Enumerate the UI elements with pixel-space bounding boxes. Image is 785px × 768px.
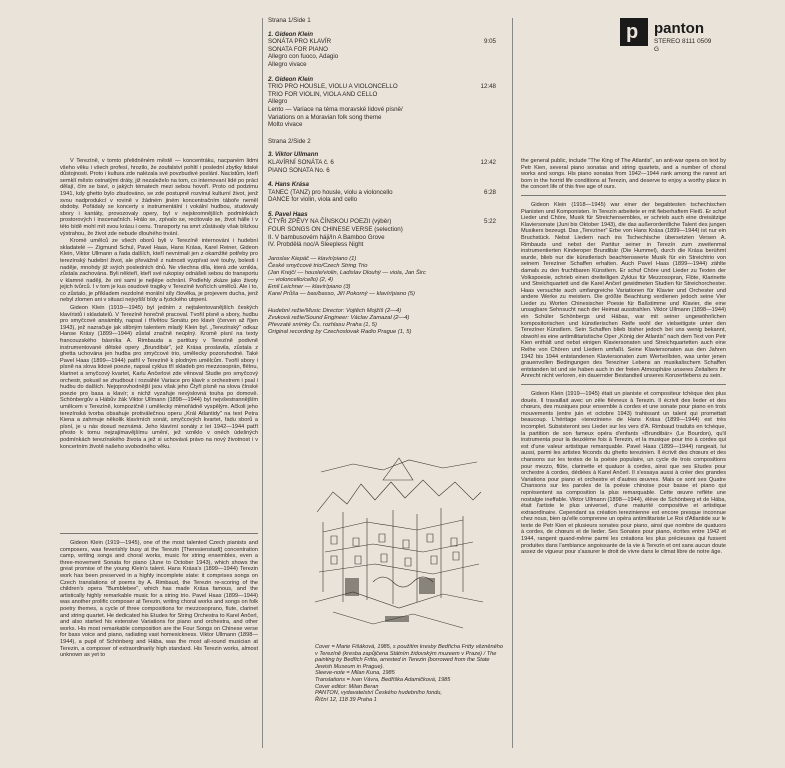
brand-name: panton	[654, 20, 704, 37]
track-title-line: KLAVÍRNÍ SONÁTA č. 6 12:42	[268, 158, 496, 166]
column-divider-right	[512, 18, 513, 748]
track-title-line: SONATA FOR PIANO	[268, 45, 328, 53]
production-line: Zvuková režie/Sound Engineer: Václav Zamazal (2—4)	[268, 314, 410, 321]
track-title-line: FOUR SONGS ON CHINESE VERSE (selection)	[268, 226, 403, 234]
performer-line: Emil Leichner — klavír/piano (3)	[268, 283, 351, 290]
caption-line: Říční 12, 118 39 Praha 1	[315, 696, 377, 703]
panton-logo	[620, 18, 730, 58]
track-duration: 12:48	[480, 83, 496, 91]
french-notes: Gideon Klein (1919—1945) était un pianiste et compositeur tchèque des plus doués. Il travaillait avec un zèle fiévreux à Terezin. Il écrivit des lieder et des chœurs, des musiques pour ensemble à cordes et une sonate pour piano en trois mouvements (entre juin et octobre 1943) trahissant un talent qui promettait beaucoup. L'héritage «terezinien» de Hans Krása (1899—1944) est très incomplet. Subsisteront ses Lieder sur les vers d'A. Rimbaud traduits en tchèque, la partition de son fameux opéra d'enfants «Brundibár» (Le Bourdon), qu'il instrumenta pour la deuxième fois à Terezin, et la musique pour trio à cordes qui est d'une valeur artistique remarquable. Pavel Haas (1899—1944) rangeait, lui aussi, parmi les artistes féconds du ghetto terezinien. Il écrivit des chœurs et des chansons sur les textes de la poésie populaire, un cycle de trois compositions pour mezzo, flûte, clarinette et quatuor à cordes, ainsi que ses Etudes pour orchestre à cordes, dédiées à Karel Ančerl. Il s'essaya aussi à créer des grandes Variations pour piano et orchestre et d'autres œuvres. Mais ce sont ses Quatre Chansons sur les paroles de la poésie chinoise pour basse et piano qui représentent sa composition la plus remarquable. Cette œuvre reflète une nostalgie ineffable. Viktor Ullmann (1898—1944), élève de Schönberg et de Hába, était l'artiste le plus universel, d'une maturité compositive et artistique extraordinaire. Cependant sa création terezinienne est encore presque inconnue chez nous, bien qu'elle comprenne un opéra antimilitariste Le Roi d'Atlantide sur le texte de Petr Kien et plusieurs sonates pour piano, ainsi que nombre de quatuors à cordes, de chœurs et de lieder. Ses Sonates pour piano, écrites entre 1942 et 1944, rangent quand-même parmi les créations les plus précieuses qui fussent produites dans l'ambiance angoissante de la vie à Terezín et ont sans aucun doute assez de vigueur pour s'assurer le droit de vivre dans le climat libre de notre âge.	[521, 391, 726, 556]
track-title-line: Allegro con fuoco, Adagio	[268, 53, 339, 61]
english-paragraph-1: Gideon Klein (1919—1945), one of the most talented Czech pianists and composers, was feverishly busy at the Terezin [Theresienstadt] concentration camp, writing songs and choral works, music for string ensembles, even a three-movement Sonata for piano (June to October 1943), which shows the great promise of the young Klein's talent. Hans Krása's (1899—1944) Terezin work has been preserved in a highly incomplete state: it comprises songs on Czech translations of poems by A. Rimbaud, the Terezin re-scoring of the children's opera "Bumblebee", which has made Krása famous, and the artistically highly remarkable music for a string trio. Pavel Haas (1899—1944) was another prolific composer at Terezin, writing choral works and songs on folk poetry themes, a cycle of three compositions for mezzosoprano, flute, clarinet and string quartet. He dedicated his Etudes for String Orchestra to Karel Ančerl, and also started his extensive Variations for piano and orchestra, and other works. His most remarkable composition are the Four Songs on Chinese verse for bass voice and piano, radiating vast homesickness. Viktor Ullmann (1898—1944), a pupil of Schönberg and Hába, was the most all-round musician at Terezin, a composer of extraordinarily high standard. His Terezin works, almost unknown as yet to	[60, 540, 258, 659]
track-composer: 5. Pavel Haas	[268, 210, 308, 218]
grade-mark: G	[654, 46, 659, 53]
caption-line: PANTON, vydavatelství Českého hudebního fondu,	[315, 690, 442, 697]
track-title-line: Molto vivace	[268, 121, 303, 129]
production-credits	[268, 308, 496, 336]
track-title-line: SONÁTA PRO KLAVÍR 9:05	[268, 38, 496, 46]
track-entry	[268, 181, 496, 204]
track-title-line: TRIO PRO HOUSLE, VIOLU A VIOLONCELLO 12:48	[268, 83, 496, 91]
multilingual-notes	[521, 158, 726, 557]
track-entry	[268, 211, 496, 249]
panton-logo-mark: p	[620, 18, 648, 46]
french-notes-section	[521, 384, 726, 556]
track-title-line: Lento — Variace na téma moravské lidové písně/	[268, 105, 403, 113]
track-duration: 6:28	[483, 188, 496, 196]
catalog-number: STEREO 8111 0509	[654, 38, 712, 45]
caption-line: Cover = Marie Fišáková, 1985, s použitím kresby Bedřicha Fritty vězněného v Terezíně (kresba zapůjčena Státním židovským muzeem v Praze) / The painting by Bedřich Fritta, arrested in Terezin (borrowed from the State Jewish Museum in Prague).	[315, 644, 503, 670]
production-line: Original recording by Czechoslovak Radio Prague (1, 5)	[268, 328, 412, 335]
track-title-line: ČTYŘI ZPĚVY NA ČÍNSKOU POEZII (výběr) 5:22	[268, 218, 496, 226]
track-duration: 5:22	[483, 218, 496, 226]
track-composer: 4. Hans Krása	[268, 181, 309, 189]
performer-line: Jaroslav Kiepáč — klavír/piano (1)	[268, 255, 357, 262]
side-2-tracks	[268, 151, 496, 249]
performer-line: — violoncello/cello) (2, 4)	[268, 276, 334, 283]
czech-notes	[60, 158, 258, 451]
track-title-line: II. V bambusovém háji/In A Bamboo Grove	[268, 233, 385, 241]
caption-line: Translations = Ivan Vávra, Bedřiška Adamičková, 1985	[315, 676, 451, 683]
czech-paragraph-1: V Terezíně, v tomto přelidněném městě — koncentráku, nacpaném lidmi všeho věku i všech profesí, hrozilo, že zoufalství pohltí i poslední zbytky lidské důstojnosti. Proto i kultura zde nalézala své povzbudivé poslání. Nacistům, kteří semklí město ostnatými dráty, již nezaleželo na tom, co internovaní lidé po práci dělají, čím se baví, o jakých tématech mezi sebou hovoří. Proto od podzimu 1941, kdy ghetto bylo zbudováno, se zde postupně rozvinul kulturní život, jenž svou nadprodukcí v rovině v žádném jiném koncentračním táboře neměl obdoby. Pořádaly se koncerty s instrumentální i vokální hudbou, studovaly sbory i kantáty, provozovaly opery, byl v nejskromnějších podmínkách prostorových i inscenačních. Hrálo se, zpívalo se, recitovalo se, život hálle i v této bídě mohl mít svou krásu i cenu. Transporty na smrt zůstávaly však blízkou výstrahou, že život zde nebude dlouhého trvání.	[60, 158, 258, 237]
track-duration: 9:05	[483, 38, 496, 46]
track-composer: 2. Gideon Klein	[268, 75, 314, 83]
caption-line: Sleeve-note = Milan Kuna, 1985	[315, 670, 395, 677]
track-title-line: PIANO SONATA No. 6	[268, 166, 330, 174]
performer-line: České smyčcové trio/Czech String Trio	[268, 262, 368, 269]
track-entry	[268, 31, 496, 69]
performer-line: (Jan Krejčí — housle/violin, Ladislav Dlouhý — viola, Jan Širc	[268, 269, 426, 276]
track-duration: 12:42	[480, 158, 496, 166]
side-1-tracks	[268, 31, 496, 129]
german-notes: Gideon Klein (1918—1945) war einer der begabtesten tschechischen Pianisten und Komponisten. In Terezín arbeitete er mit fieberhaftem Fleiß. Er schuf Lieder und Chöre, Musik für Streichensembles, er schrieb auch eine dreisätzige Klaviersonate (Juni bis Oktober 1943), die das außerordentliche Talent des jungen Musikers bezeugt. Das „Terezíner" Erbe von Hans Krása (1899—1944) ist nur ein Bruchstück. Nebst Liedern nach ins Tschechische übersetzten Versen A. Rimbauds und nebst der Partitur seiner in Terezín zum zweitenmal instrumentierten Kinderoper Brundibár (Die Hummel), durch die Krása berühmt wurde, blieb nur die künstlerisch beachtenswerte Musik für ein Streichtrio von seinem Terezíner Schaffen erhalten. Auch Pavel Haas (1899—1944) zählte damals zu den fruchtbaren Künstlern. Er schuf Chöre und Lieder zu Texten der Volkspoesie, schrieb einen dreiteiligen Zyklus für Mezzosopran, Flöte, Klarinette und Streichquartett und die Karel Ančerl gewidmeten Studien für Streichorchester. Haas versuchte auch umfangreiche Variationen für Klavier und Orchester und andere Werke zu meistern. Die größte Beachtung verdienen jedoch seine Vier Lieder zu Worten Chinesischer Poesie für Baßstimme und Klavier, die eine unsagbare Sehnsucht nach der Heimat ausstrahlen. Viktor Ullmann (1898—1944) ein Schüler Schönbergs und Hábas, war mit seiner ungewöhnlichen kompositorischen und künstlerischen Reife wohl der vielseitigste unter den Terezíner Künstlern. Sein Schaffen blieb bisher jedoch bei uns wenig bekannt, obwohl es eine antimilitaristische Oper „König der Atlantis" nach dem Text von Petr Kien enthält und nebst einigen Klaviersonaten und Streichquartetten auch eine Reihe von Chören und Liedern umfaßt. Seine Klaviersonaten aus den Jahren 1942 bis 1944 entstandenen Klaviersonaten zum Wertvollsten, was unter jenen grauenvollen Bedingungen des Terezíner Lebens an musikalischem Schaffen entstanden ist und sie haben auch in der freien Atmosphäre unseres Zeitalters ihr Anrecht nicht verloren, ein dauernder Bestandteil unseres Konzertlebens zu sein.	[521, 201, 726, 380]
track-entry	[268, 76, 496, 129]
side-2-title: Strana 2/Side 2	[268, 137, 311, 145]
track-title-line: DANCE for violin, viola and cello	[268, 196, 358, 204]
side-1-title: Strana 1/Side 1	[268, 17, 311, 24]
track-composer: 3. Viktor Ullmann	[268, 151, 319, 159]
track-title-line: Variations on a Moravian folk song theme	[268, 113, 382, 121]
cover-credits-caption	[315, 644, 503, 703]
production-line: Hudební režie/Music Director: Vojtěch Mojžíš (2—4)	[268, 307, 402, 314]
performers-list	[268, 256, 496, 298]
track-title-line: TRIO FOR VIOLIN, VIOLA AND CELLO	[268, 90, 378, 98]
english-notes	[60, 533, 258, 660]
performer-line: Karel Průša — bas/basso, Jiří Pokorný — klavír/piano (5)	[268, 290, 415, 297]
column-divider-left	[262, 18, 263, 748]
track-title-line: TANEC (TANZ) pro housle, violu a violoncello 6:28	[268, 188, 496, 196]
caption-line: Cover editor: Milan Beran	[315, 683, 379, 690]
terezin-drawing-illustration	[313, 452, 485, 637]
track-composer: 1. Gideon Klein	[268, 30, 314, 38]
production-line: Převzaté snímky Čs. rozhlasu Praha (1, 5)	[268, 321, 377, 328]
czech-paragraph-2: Kromě umělců ze všech oborů byli v Terezíně internováni i hudební skladatelé — Zigmund Schul, Pavel Haas, Hans Krása, Karel Reiner, Gideon Klein, Viktor Ullmann a řada dalších, kteří nevnímali jen z okamžité potřeby pro terezínský hudební život, ale převážně z nutnosti vyzpívat své touhy, bolesti i naděje, mnohdy již svých posledních dnů. Ne všechna díla, která zde vznikla, zůstala zachována. Byli někteří, kteří své rukopisy odnášeli sebou do transportu v klamné naději, že oni sami je nejlépe ochrání. Podlehly zkáze jako životy jejich tvůrců. I v tom je kus osudové tragiky v Terezíně tvořících umělců. Ale i to, co zůstalo, je příkladem nezdolné morální síly člověka, je projevem ducha, jenž nebyl zlomen ani v situaci nejvyšší bídy a fyzického utrpení.	[60, 238, 258, 304]
track-entry	[268, 151, 496, 174]
track-title-line: IV. Probdělá noc/A Sleepless Night	[268, 241, 364, 249]
czech-paragraph-3: Gideon Klein (1919—1945) byl jedním z nejtalentovanějších českých klavíristů i skladatelů. V Terezíně horečně pracoval. Tvořil písně a sbory, hudbu pro smyčcové ansámbly, napsal i třívětou Sonátu pro klavír (červen až říjen 1943), jež nazračuje jak slibným talentem mladý Klein byl. „Terezínský" odkaz Hanse Krásy (1899—1944) zůstal značně neúplný. Kromě písní na texty francouzského básníka A. Rimbauda a partitury v Terezíně podivně instrumentované dětské opery „Brundibár", jež Krása proslavila, zůstala z ghetta uchována jen hudba pro smyčcové trio, umělecky pozoruhodné. Také Pavel Haas (1899—1944) patřil v Terezíně k plodným umělcům. Tvořil sbory i písně na slova lidové poezie, napsal cyklus tří skladeb pro mezzosoprán, flétnu, klarinet a smyčcový kvartet, Karlu Ančerlovi zde věnoval Studie pro smyčcový orchestr, pokusil se zhudbout i rozsáhlé Variace pro klavír s orchestrem i psal i hudbu do dalších. Nejoprovhodnější jsou však jeho Čtyři písně na slova čínské poezie pro basa a klavír; s nichž vyzařuje nevýslovná touha po domově. Schönbergův a Hábův žák Viktor Ullmann (1898—1944) byl nejvšestrannějším umělcem v Terezíně, kompozičně i umělecky mimořádně vyspělým. Ačkoli jeho terezínská tvorba obsahuje protiválečnou operu „Král Atlantidy" na text Petra Kiena a zahrnuje několik klavírních sonát, smyčcových kvartet, řadu sborů a písní, je u nás dosud neznámá. Jeho klavírní sonáty z let 1942—1944 patří přesto k tomu nejzajímavějšímu umění, jež vzniklo v onéch údešných podmínkách terezínského života a jež si uchovává právo na nový životnost i v koncertním životě našeho svobodného věku.	[60, 305, 258, 450]
track-title-line: Allegro vivace	[268, 60, 307, 68]
track-title-line: Allegro	[268, 98, 288, 106]
track-listing	[268, 18, 496, 336]
english-continuation: the general public, include "The King of The Atlantis", an anti-war opera on text by Petr Kien, several piano sonatas and string quartets, and a number of choral works and songs. His piano sonatas from 1942—1944 rank among the rarest art born in the horrid life conditions at Terezin, and deserve to enjoy a worthy place in the concert life of this free age of ours.	[521, 158, 726, 191]
german-notes-section	[521, 195, 726, 380]
